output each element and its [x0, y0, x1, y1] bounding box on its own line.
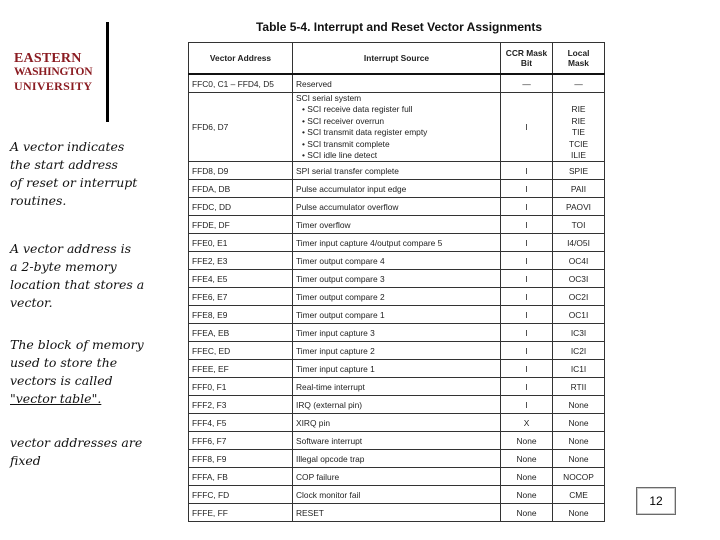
cell-local — [553, 93, 605, 162]
cell-address: FFEC, ED — [189, 342, 293, 360]
cell-ccr: I — [501, 216, 553, 234]
cell-address: FFD6, D7 — [189, 93, 293, 162]
sci-local: RIE — [571, 104, 586, 115]
cell-address: FFE2, E3 — [189, 252, 293, 270]
cell-ccr: I — [501, 252, 553, 270]
vertical-divider — [106, 22, 109, 122]
table-row — [189, 306, 605, 324]
table-row — [189, 324, 605, 342]
note-vector-table — [10, 336, 185, 408]
cell-address: FFF2, F3 — [189, 396, 293, 414]
cell-local: OC2I — [553, 288, 605, 306]
cell-source: Timer input capture 4/output compare 5 — [293, 234, 501, 252]
cell-local: None — [553, 432, 605, 450]
cell-source: Real-time interrupt — [293, 378, 501, 396]
note-vector-table-text: The block of memory used to store the vectors is called — [10, 337, 144, 388]
table-row — [189, 414, 605, 432]
cell-ccr: — — [501, 74, 553, 93]
cell-local: PAOVI — [553, 198, 605, 216]
cell-source: Timer input capture 1 — [293, 360, 501, 378]
table-title: Table 5-4. Interrupt and Reset Vector Assignments — [255, 20, 543, 34]
cell-address: FFE0, E1 — [189, 234, 293, 252]
cell-local: I4/O5I — [553, 234, 605, 252]
cell-local: RTII — [553, 378, 605, 396]
cell-ccr: I — [501, 306, 553, 324]
cell-local: CME — [553, 486, 605, 504]
cell-source: Pulse accumulator overflow — [293, 198, 501, 216]
cell-local: None — [553, 450, 605, 468]
table-row — [189, 342, 605, 360]
cell-address: FFE4, E5 — [189, 270, 293, 288]
cell-local: OC3I — [553, 270, 605, 288]
table-row — [189, 288, 605, 306]
cell-address: FFDC, DD — [189, 198, 293, 216]
cell-source: COP failure — [293, 468, 501, 486]
sci-local: RIE — [571, 115, 586, 126]
cell-source — [293, 93, 501, 162]
cell-ccr: I — [501, 342, 553, 360]
cell-ccr: I — [501, 93, 553, 162]
cell-address: FFDE, DF — [189, 216, 293, 234]
cell-address: FFFC, FD — [189, 486, 293, 504]
sci-item: • SCI transmit data register empty — [302, 127, 428, 138]
cell-source: IRQ (external pin) — [293, 396, 501, 414]
sci-local: TCIE — [568, 138, 589, 149]
table-row — [189, 162, 605, 180]
cell-ccr: I — [501, 360, 553, 378]
table-row-reserved — [189, 74, 605, 93]
page-number: 12 — [636, 487, 676, 515]
cell-ccr: I — [501, 234, 553, 252]
table-row — [189, 378, 605, 396]
cell-ccr: I — [501, 198, 553, 216]
cell-address: FFEA, EB — [189, 324, 293, 342]
cell-address: FFF8, F9 — [189, 450, 293, 468]
sci-item: • SCI receiver overrun — [302, 115, 385, 126]
cell-local: IC2I — [553, 342, 605, 360]
cell-address: FFF6, F7 — [189, 432, 293, 450]
table-row — [189, 486, 605, 504]
cell-source: RESET — [293, 504, 501, 522]
header-interrupt-source: Interrupt Source — [293, 43, 501, 75]
cell-ccr: I — [501, 180, 553, 198]
cell-local: OC1I — [553, 306, 605, 324]
sci-item: • SCI transmit complete — [302, 138, 390, 149]
sci-title: SCI serial system — [296, 93, 362, 103]
table-row — [189, 396, 605, 414]
cell-address: FFEE, EF — [189, 360, 293, 378]
table-row — [189, 450, 605, 468]
cell-local: None — [553, 504, 605, 522]
cell-source: Timer output compare 2 — [293, 288, 501, 306]
header-vector-address: Vector Address — [189, 43, 293, 75]
cell-source: Timer input capture 3 — [293, 324, 501, 342]
table-row — [189, 270, 605, 288]
cell-address: FFD8, D9 — [189, 162, 293, 180]
cell-ccr: I — [501, 270, 553, 288]
cell-source: Timer output compare 4 — [293, 252, 501, 270]
cell-address: FFC0, C1 – FFD4, D5 — [189, 74, 293, 93]
cell-address: FFE8, E9 — [189, 306, 293, 324]
cell-ccr: None — [501, 504, 553, 522]
table-row — [189, 198, 605, 216]
header-local-mask: Local Mask — [553, 43, 605, 75]
cell-ccr: I — [501, 378, 553, 396]
cell-ccr: None — [501, 432, 553, 450]
header-ccr-mask-bit: CCR Mask Bit — [501, 43, 553, 75]
cell-address: FFDA, DB — [189, 180, 293, 198]
cell-local: NOCOP — [553, 468, 605, 486]
sci-item: • SCI receive data register full — [302, 104, 413, 115]
cell-source: Illegal opcode trap — [293, 450, 501, 468]
sci-local: TIE — [571, 127, 586, 138]
cell-local: — — [553, 74, 605, 93]
table-row — [189, 216, 605, 234]
cell-source: Pulse accumulator input edge — [293, 180, 501, 198]
cell-ccr: None — [501, 486, 553, 504]
sci-local: ILIE — [571, 150, 586, 161]
cell-source: Software interrupt — [293, 432, 501, 450]
note-vector-definition: A vector indicates the start address of reset or interrupt routines. — [10, 139, 138, 208]
cell-local: OC4I — [553, 252, 605, 270]
cell-source: SPI serial transfer complete — [293, 162, 501, 180]
cell-address: FFFE, FF — [189, 504, 293, 522]
cell-ccr: I — [501, 324, 553, 342]
vector-table — [188, 42, 605, 522]
university-logo — [14, 52, 100, 92]
note-fixed-addresses: vector addresses are fixed — [10, 435, 143, 468]
cell-ccr: None — [501, 468, 553, 486]
table-row — [189, 504, 605, 522]
cell-address: FFF4, F5 — [189, 414, 293, 432]
cell-local: SPIE — [553, 162, 605, 180]
cell-local: IC1I — [553, 360, 605, 378]
table-header-row — [189, 43, 605, 75]
cell-local: TOI — [553, 216, 605, 234]
table-row — [189, 468, 605, 486]
table-row — [189, 180, 605, 198]
sci-item: • SCI idle line detect — [302, 150, 378, 161]
logo-line-3: UNIVERSITY — [14, 78, 93, 93]
cell-source: Timer output compare 3 — [293, 270, 501, 288]
cell-address: FFF0, F1 — [189, 378, 293, 396]
note-vector-address: A vector address is a 2-byte memory location that stores a vector. — [10, 241, 145, 310]
table-row — [189, 252, 605, 270]
cell-ccr: I — [501, 288, 553, 306]
cell-source: Timer input capture 2 — [293, 342, 501, 360]
cell-address: FFE6, E7 — [189, 288, 293, 306]
logo-line-1: EASTERN — [14, 51, 82, 66]
cell-source: XIRQ pin — [293, 414, 501, 432]
logo-line-2: WASHINGTON — [14, 66, 93, 78]
cell-ccr: None — [501, 450, 553, 468]
cell-source: Timer overflow — [293, 216, 501, 234]
table-row — [189, 360, 605, 378]
cell-ccr: I — [501, 162, 553, 180]
cell-source: Clock monitor fail — [293, 486, 501, 504]
cell-local: PAII — [553, 180, 605, 198]
cell-ccr: I — [501, 396, 553, 414]
cell-source: Reserved — [293, 74, 501, 93]
cell-local: IC3I — [553, 324, 605, 342]
table-row-sci — [189, 93, 605, 162]
cell-local: None — [553, 414, 605, 432]
table-row — [189, 432, 605, 450]
note-vector-table-term: "vector table". — [10, 391, 102, 406]
cell-local: None — [553, 396, 605, 414]
cell-ccr: X — [501, 414, 553, 432]
cell-address: FFFA, FB — [189, 468, 293, 486]
cell-source: Timer output compare 1 — [293, 306, 501, 324]
table-row — [189, 234, 605, 252]
